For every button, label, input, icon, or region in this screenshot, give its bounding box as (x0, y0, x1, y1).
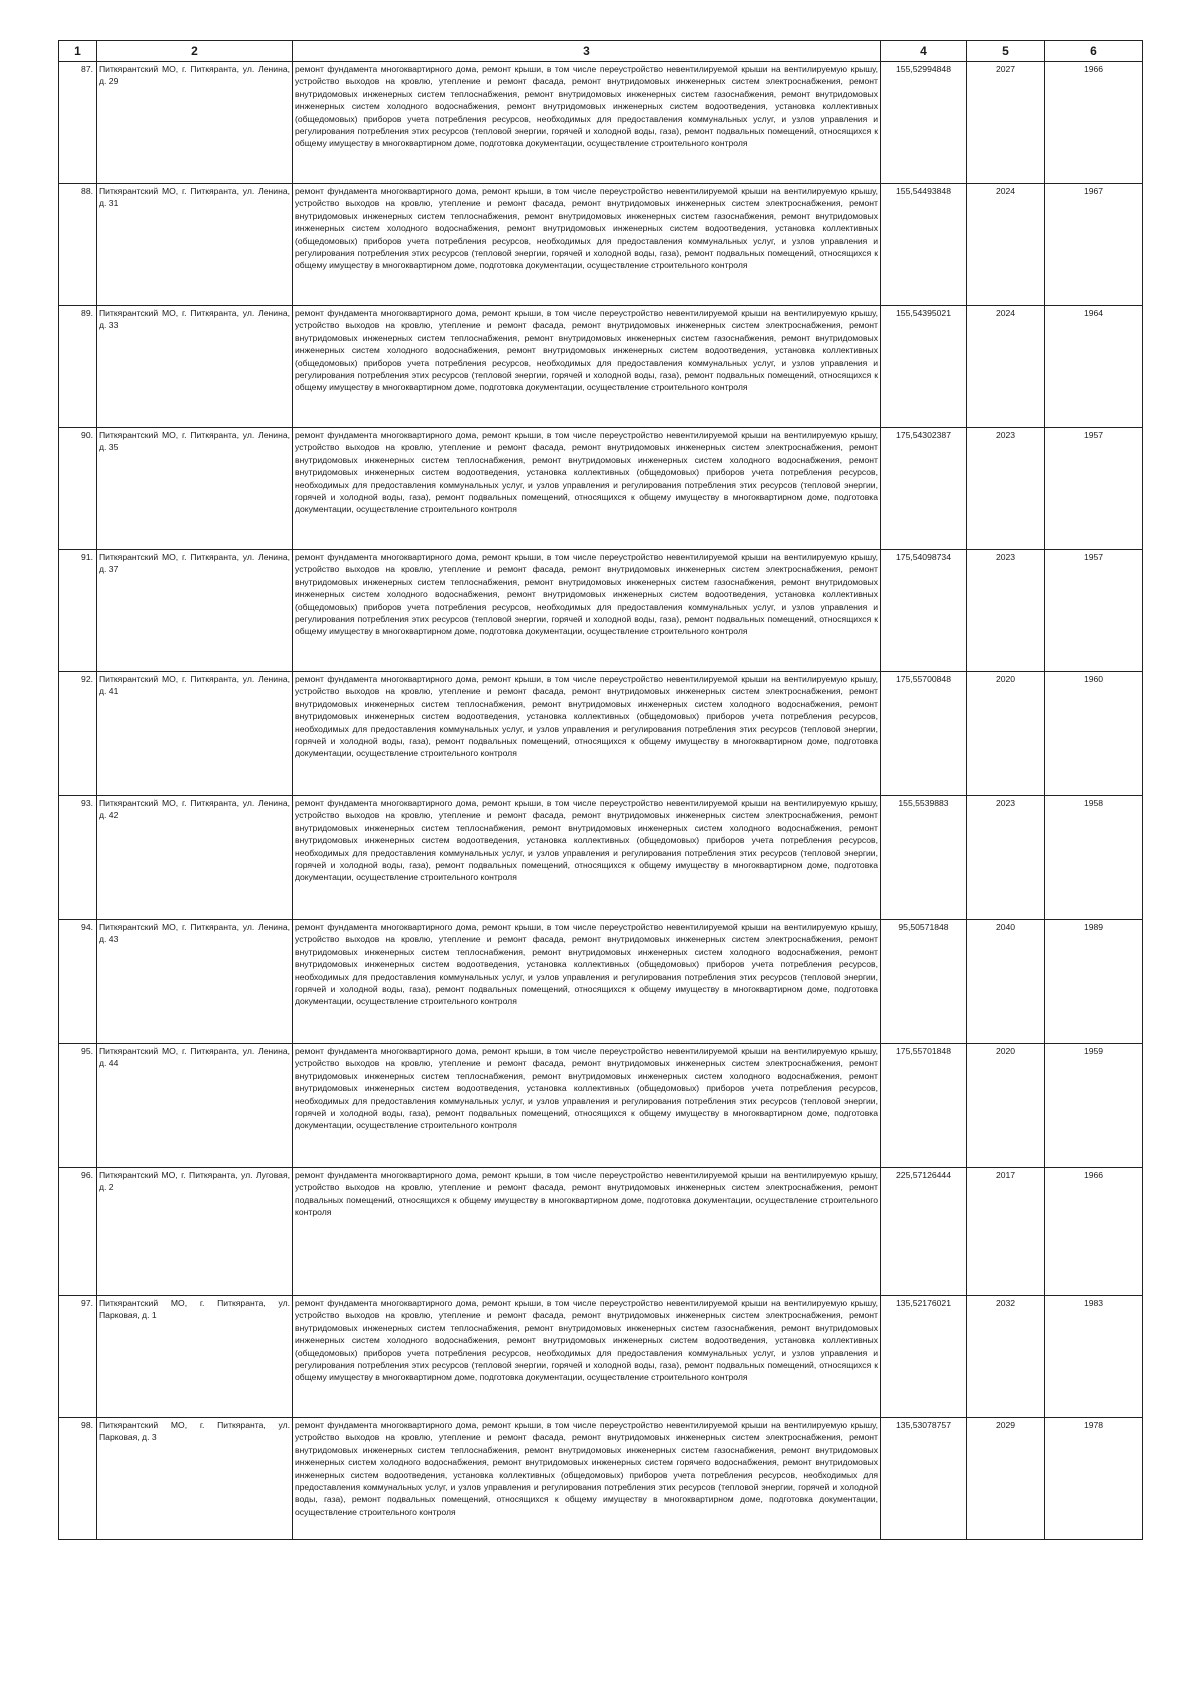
cost-value-cell: 95,50571848 (881, 920, 967, 1044)
planned-year-cell: 2023 (967, 428, 1045, 550)
works-description-cell: ремонт фундамента многоквартирного дома, ремонт крыши, в том числе переустройство невентилируемой крыши на вентилируемую крышу, устройство выходов на кровлю, утепление и ремонт фасада, ремонт внутридомовых инженерных систем электроснабжения, ремонт внутридомовых инженерных систем теплоснабжения, ремонт внутридомовых инженерных систем газоснабжения, ремонт внутридомовых инженерных систем холодного водоснабжения, ремонт внутридомовых инженерных систем водоотведения, установка коллективных (общедомовых) приборов учета потребления ресурсов, необходимых для предоставления коммунальных услуг, и узлов управления и регулирования потребления этих ресурсов (тепловой энергии, горячей и холодной воды, газа), ремонт подвальных помещений, относящихся к общему имуществу в многоквартирном доме, подготовка документации, осуществление строительного контроля (293, 550, 881, 672)
works-description-cell: ремонт фундамента многоквартирного дома, ремонт крыши, в том числе переустройство невентилируемой крыши на вентилируемую крышу, устройство выходов на кровлю, утепление и ремонт фасада, ремонт внутридомовых инженерных систем электроснабжения, ремонт внутридомовых инженерных систем теплоснабжения, ремонт внутридомовых инженерных систем холодного водоснабжения, ремонт внутридомовых инженерных систем водоотведения, установка коллективных (общедомовых) приборов учета потребления ресурсов, необходимых для предоставления коммунальных услуг, и узлов управления и регулирования потребления этих ресурсов (тепловой энергии, горячей и холодной воды, газа), ремонт подвальных помещений, относящихся к общему имуществу в многоквартирном доме, подготовка документации, осуществление строительного контроля (293, 428, 881, 550)
cost-value-cell: 175,55701848 (881, 1044, 967, 1168)
row-number: 98. (59, 1418, 97, 1540)
construction-year-cell: 1957 (1045, 428, 1143, 550)
row-number: 95. (59, 1044, 97, 1168)
planned-year-cell: 2029 (967, 1418, 1045, 1540)
cost-value-cell: 155,52994848 (881, 62, 967, 184)
planned-year-cell: 2020 (967, 672, 1045, 796)
construction-year-cell: 1957 (1045, 550, 1143, 672)
works-description-cell: ремонт фундамента многоквартирного дома, ремонт крыши, в том числе переустройство невентилируемой крыши на вентилируемую крышу, устройство выходов на кровлю, утепление и ремонт фасада, ремонт внутридомовых инженерных систем электроснабжения, ремонт подвальных помещений, относящихся к общему имуществу в многоквартирном доме, подготовка документации, осуществление строительного контроля (293, 1168, 881, 1296)
address-cell: Питкярантский МО, г. Питкяранта, ул. Ленина, д. 41 (97, 672, 293, 796)
address-cell: Питкярантский МО, г. Питкяранта, ул. Ленина, д. 43 (97, 920, 293, 1044)
address-cell: Питкярантский МО, г. Питкяранта, ул. Ленина, д. 35 (97, 428, 293, 550)
cost-value-cell: 155,54493848 (881, 184, 967, 306)
planned-year-cell: 2023 (967, 796, 1045, 920)
construction-year-cell: 1966 (1045, 62, 1143, 184)
column-header-1: 1 (59, 41, 97, 62)
address-cell: Питкярантский МО, г. Питкяранта, ул. Ленина, д. 44 (97, 1044, 293, 1168)
table-row (59, 1044, 1143, 1168)
cost-value-cell: 155,5539883 (881, 796, 967, 920)
cost-value-cell: 175,54302387 (881, 428, 967, 550)
row-number: 87. (59, 62, 97, 184)
works-description-cell: ремонт фундамента многоквартирного дома, ремонт крыши, в том числе переустройство невентилируемой крыши на вентилируемую крышу, устройство выходов на кровлю, утепление и ремонт фасада, ремонт внутридомовых инженерных систем электроснабжения, ремонт внутридомовых инженерных систем теплоснабжения, ремонт внутридомовых инженерных систем холодного водоснабжения, ремонт внутридомовых инженерных систем водоотведения, установка коллективных (общедомовых) приборов учета потребления ресурсов, необходимых для предоставления коммунальных услуг, и узлов управления и регулирования потребления этих ресурсов (тепловой энергии, горячей и холодной воды, газа), ремонт подвальных помещений, относящихся к общему имуществу в многоквартирном доме, подготовка документации, осуществление строительного контроля (293, 920, 881, 1044)
works-description-cell: ремонт фундамента многоквартирного дома, ремонт крыши, в том числе переустройство невентилируемой крыши на вентилируемую крышу, устройство выходов на кровлю, утепление и ремонт фасада, ремонт внутридомовых инженерных систем электроснабжения, ремонт внутридомовых инженерных систем теплоснабжения, ремонт внутридомовых инженерных систем холодного водоснабжения, ремонт внутридомовых инженерных систем водоотведения, установка коллективных (общедомовых) приборов учета потребления ресурсов, необходимых для предоставления коммунальных услуг, и узлов управления и регулирования потребления этих ресурсов (тепловой энергии, горячей и холодной воды, газа), ремонт подвальных помещений, относящихся к общему имуществу в многоквартирном доме, подготовка документации, осуществление строительного контроля (293, 796, 881, 920)
table-row (59, 920, 1143, 1044)
planned-year-cell: 2020 (967, 1044, 1045, 1168)
cost-value-cell: 135,52176021 (881, 1296, 967, 1418)
table-row (59, 1418, 1143, 1540)
table-row (59, 1296, 1143, 1418)
cost-value-cell: 175,54098734 (881, 550, 967, 672)
table-row (59, 1168, 1143, 1296)
works-description-cell: ремонт фундамента многоквартирного дома, ремонт крыши, в том числе переустройство невентилируемой крыши на вентилируемую крышу, устройство выходов на кровлю, утепление и ремонт фасада, ремонт внутридомовых инженерных систем электроснабжения, ремонт внутридомовых инженерных систем теплоснабжения, ремонт внутридомовых инженерных систем газоснабжения, ремонт внутридомовых инженерных систем холодного водоснабжения, ремонт внутридомовых инженерных систем горячего водоснабжения, ремонт внутридомовых инженерных систем водоотведения, установка коллективных (общедомовых) приборов учета потребления ресурсов, необходимых для предоставления коммунальных услуг, и узлов управления и регулирования потребления этих ресурсов (тепловой энергии, горячей и холодной воды, газа), ремонт подвальных помещений, относящихся к общему имуществу в многоквартирном доме, подготовка документации, осуществление строительного контроля (293, 1418, 881, 1540)
row-number: 94. (59, 920, 97, 1044)
column-header-4: 4 (881, 41, 967, 62)
address-cell: Питкярантский МО, г. Питкяранта, ул. Ленина, д. 31 (97, 184, 293, 306)
cost-value-cell: 155,54395021 (881, 306, 967, 428)
cost-value-cell: 175,55700848 (881, 672, 967, 796)
construction-year-cell: 1967 (1045, 184, 1143, 306)
column-header-6: 6 (1045, 41, 1143, 62)
row-number: 89. (59, 306, 97, 428)
column-number-header-row (59, 41, 1143, 62)
row-number: 88. (59, 184, 97, 306)
table-row (59, 62, 1143, 184)
construction-year-cell: 1978 (1045, 1418, 1143, 1540)
construction-year-cell: 1983 (1045, 1296, 1143, 1418)
row-number: 97. (59, 1296, 97, 1418)
cost-value-cell: 135,53078757 (881, 1418, 967, 1540)
address-cell: Питкярантский МО, г. Питкяранта, ул. Ленина, д. 37 (97, 550, 293, 672)
address-cell: Питкярантский МО, г. Питкяранта, ул. Ленина, д. 42 (97, 796, 293, 920)
table-row (59, 672, 1143, 796)
table-row (59, 428, 1143, 550)
row-number: 91. (59, 550, 97, 672)
planned-year-cell: 2027 (967, 62, 1045, 184)
construction-year-cell: 1960 (1045, 672, 1143, 796)
table-row (59, 796, 1143, 920)
row-number: 93. (59, 796, 97, 920)
table-body (59, 62, 1143, 1540)
construction-year-cell: 1989 (1045, 920, 1143, 1044)
works-description-cell: ремонт фундамента многоквартирного дома, ремонт крыши, в том числе переустройство невентилируемой крыши на вентилируемую крышу, устройство выходов на кровлю, утепление и ремонт фасада, ремонт внутридомовых инженерных систем электроснабжения, ремонт внутридомовых инженерных систем теплоснабжения, ремонт внутридомовых инженерных систем холодного водоснабжения, ремонт внутридомовых инженерных систем водоотведения, установка коллективных (общедомовых) приборов учета потребления ресурсов, необходимых для предоставления коммунальных услуг, и узлов управления и регулирования потребления этих ресурсов (тепловой энергии, горячей и холодной воды, газа), ремонт подвальных помещений, относящихся к общему имуществу в многоквартирном доме, подготовка документации, осуществление строительного контроля (293, 672, 881, 796)
row-number: 96. (59, 1168, 97, 1296)
planned-year-cell: 2023 (967, 550, 1045, 672)
address-cell: Питкярантский МО, г. Питкяранта, ул. Луговая, д. 2 (97, 1168, 293, 1296)
planned-year-cell: 2017 (967, 1168, 1045, 1296)
planned-year-cell: 2032 (967, 1296, 1045, 1418)
planned-year-cell: 2024 (967, 184, 1045, 306)
construction-year-cell: 1964 (1045, 306, 1143, 428)
planned-year-cell: 2040 (967, 920, 1045, 1044)
works-description-cell: ремонт фундамента многоквартирного дома, ремонт крыши, в том числе переустройство невентилируемой крыши на вентилируемую крышу, устройство выходов на кровлю, утепление и ремонт фасада, ремонт внутридомовых инженерных систем электроснабжения, ремонт внутридомовых инженерных систем теплоснабжения, ремонт внутридомовых инженерных систем газоснабжения, ремонт внутридомовых инженерных систем холодного водоснабжения, ремонт внутридомовых инженерных систем водоотведения, установка коллективных (общедомовых) приборов учета потребления ресурсов, необходимых для предоставления коммунальных услуг, и узлов управления и регулирования потребления этих ресурсов (тепловой энергии, горячей и холодной воды, газа), ремонт подвальных помещений, относящихся к общему имуществу в многоквартирном доме, подготовка документации, осуществление строительного контроля (293, 306, 881, 428)
capital-repair-table (58, 40, 1143, 1540)
table-row (59, 306, 1143, 428)
table-row (59, 184, 1143, 306)
document-page (58, 40, 1142, 1540)
cost-value-cell: 225,57126444 (881, 1168, 967, 1296)
construction-year-cell: 1959 (1045, 1044, 1143, 1168)
row-number: 90. (59, 428, 97, 550)
works-description-cell: ремонт фундамента многоквартирного дома, ремонт крыши, в том числе переустройство невентилируемой крыши на вентилируемую крышу, устройство выходов на кровлю, утепление и ремонт фасада, ремонт внутридомовых инженерных систем электроснабжения, ремонт внутридомовых инженерных систем теплоснабжения, ремонт внутридомовых инженерных систем холодного водоснабжения, ремонт внутридомовых инженерных систем водоотведения, установка коллективных (общедомовых) приборов учета потребления ресурсов, необходимых для предоставления коммунальных услуг, и узлов управления и регулирования потребления этих ресурсов (тепловой энергии, горячей и холодной воды, газа), ремонт подвальных помещений, относящихся к общему имуществу в многоквартирном доме, подготовка документации, осуществление строительного контроля (293, 1044, 881, 1168)
row-number: 92. (59, 672, 97, 796)
table-row (59, 550, 1143, 672)
address-cell: Питкярантский МО, г. Питкяранта, ул. Парковая, д. 3 (97, 1418, 293, 1540)
works-description-cell: ремонт фундамента многоквартирного дома, ремонт крыши, в том числе переустройство невентилируемой крыши на вентилируемую крышу, устройство выходов на кровлю, утепление и ремонт фасада, ремонт внутридомовых инженерных систем электроснабжения, ремонт внутридомовых инженерных систем теплоснабжения, ремонт внутридомовых инженерных систем газоснабжения, ремонт внутридомовых инженерных систем холодного водоснабжения, ремонт внутридомовых инженерных систем водоотведения, установка коллективных (общедомовых) приборов учета потребления ресурсов, необходимых для предоставления коммунальных услуг, и узлов управления и регулирования потребления этих ресурсов (тепловой энергии, горячей и холодной воды, газа), ремонт подвальных помещений, относящихся к общему имуществу в многоквартирном доме, подготовка документации, осуществление строительного контроля (293, 62, 881, 184)
works-description-cell: ремонт фундамента многоквартирного дома, ремонт крыши, в том числе переустройство невентилируемой крыши на вентилируемую крышу, устройство выходов на кровлю, утепление и ремонт фасада, ремонт внутридомовых инженерных систем электроснабжения, ремонт внутридомовых инженерных систем теплоснабжения, ремонт внутридомовых инженерных систем газоснабжения, ремонт внутридомовых инженерных систем холодного водоснабжения, ремонт внутридомовых инженерных систем водоотведения, установка коллективных (общедомовых) приборов учета потребления ресурсов, необходимых для предоставления коммунальных услуг, и узлов управления и регулирования потребления этих ресурсов (тепловой энергии, горячей и холодной воды, газа), ремонт подвальных помещений, относящихся к общему имуществу в многоквартирном доме, подготовка документации, осуществление строительного контроля (293, 184, 881, 306)
column-header-5: 5 (967, 41, 1045, 62)
planned-year-cell: 2024 (967, 306, 1045, 428)
construction-year-cell: 1958 (1045, 796, 1143, 920)
column-header-2: 2 (97, 41, 293, 62)
address-cell: Питкярантский МО, г. Питкяранта, ул. Ленина, д. 33 (97, 306, 293, 428)
works-description-cell: ремонт фундамента многоквартирного дома, ремонт крыши, в том числе переустройство невентилируемой крыши на вентилируемую крышу, устройство выходов на кровлю, утепление и ремонт фасада, ремонт внутридомовых инженерных систем электроснабжения, ремонт внутридомовых инженерных систем теплоснабжения, ремонт внутридомовых инженерных систем газоснабжения, ремонт внутридомовых инженерных систем холодного водоснабжения, ремонт внутридомовых инженерных систем водоотведения, установка коллективных (общедомовых) приборов учета потребления ресурсов, необходимых для предоставления коммунальных услуг, и узлов управления и регулирования потребления этих ресурсов (тепловой энергии, горячей и холодной воды, газа), ремонт подвальных помещений, относящихся к общему имуществу в многоквартирном доме, подготовка документации, осуществление строительного контроля (293, 1296, 881, 1418)
address-cell: Питкярантский МО, г. Питкяранта, ул. Ленина, д. 29 (97, 62, 293, 184)
address-cell: Питкярантский МО, г. Питкяранта, ул. Парковая, д. 1 (97, 1296, 293, 1418)
construction-year-cell: 1966 (1045, 1168, 1143, 1296)
column-header-3: 3 (293, 41, 881, 62)
